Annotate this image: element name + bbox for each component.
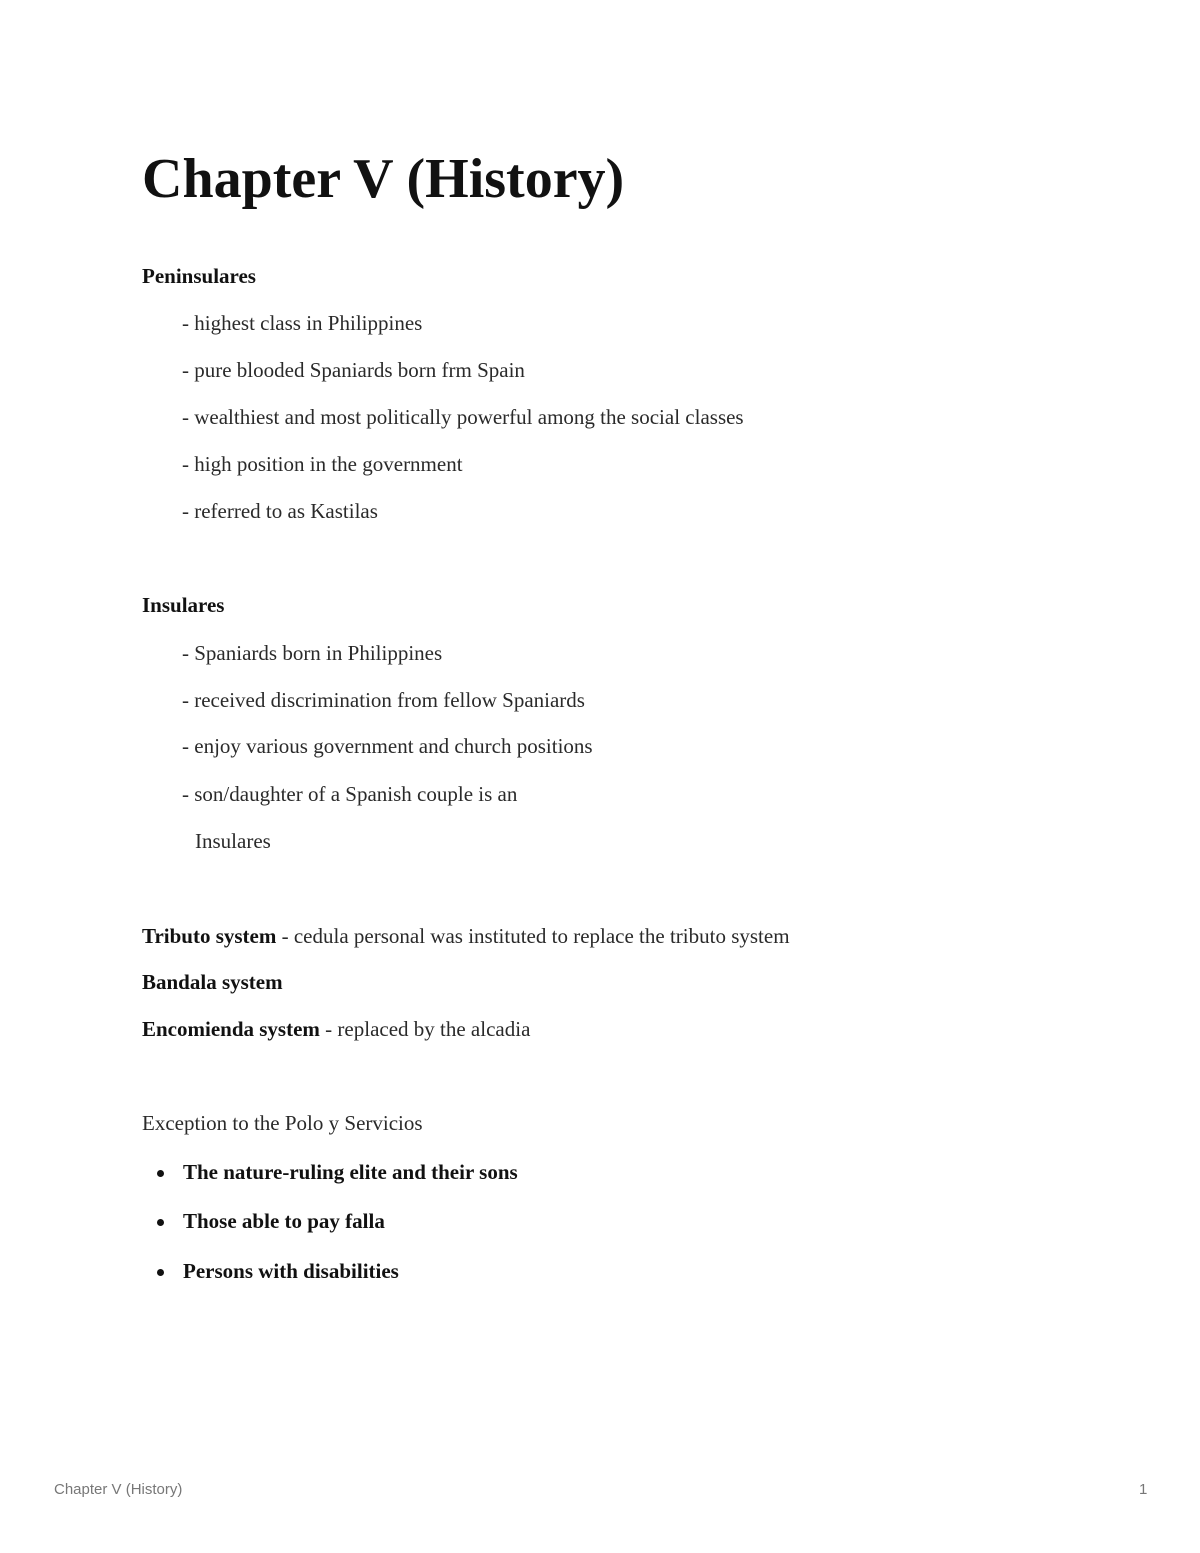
section-heading-peninsulares: Peninsulares: [142, 264, 256, 288]
bullet-icon: [157, 1219, 164, 1226]
insulares-item: - enjoy various government and church positions: [182, 734, 593, 758]
peninsulares-item: - referred to as Kastilas: [182, 499, 378, 523]
footer-title: Chapter V (History): [54, 1481, 183, 1498]
exception-list-item: Those able to pay falla: [183, 1209, 385, 1233]
system-description: - cedula personal was instituted to replace the tributo system: [276, 924, 790, 948]
peninsulares-item: - highest class in Philippines: [182, 311, 423, 335]
system-entry: [142, 968, 283, 996]
section-heading-insulares: Insulares: [142, 593, 225, 617]
system-entry: [142, 922, 790, 950]
footer-page-number: 1: [1139, 1481, 1148, 1498]
insulares-item: - received discrimination from fellow Spaniards: [182, 688, 585, 712]
insulares-item: - son/daughter of a Spanish couple is an: [182, 782, 518, 806]
bullet-icon: [157, 1269, 164, 1276]
system-term: Bandala system: [142, 970, 283, 994]
peninsulares-item: - high position in the government: [182, 452, 463, 476]
bullet-icon: [157, 1170, 164, 1177]
system-entry: [142, 1015, 530, 1043]
exception-list-item: The nature-ruling elite and their sons: [183, 1160, 518, 1184]
insulares-item-continuation: Insulares: [195, 829, 271, 853]
system-term: Tributo system: [142, 924, 277, 948]
peninsulares-item: - wealthiest and most politically powerful among the social classes: [182, 405, 744, 429]
insulares-item: - Spaniards born in Philippines: [182, 641, 443, 665]
system-term: Encomienda system: [142, 1017, 320, 1041]
exception-list-item: Persons with disabilities: [183, 1259, 399, 1283]
peninsulares-item: - pure blooded Spaniards born frm Spain: [182, 358, 525, 382]
system-description: - replaced by the alcadia: [319, 1017, 531, 1041]
exceptions-intro: Exception to the Polo y Servicios: [142, 1111, 423, 1135]
page-title: Chapter V (History): [142, 148, 625, 210]
